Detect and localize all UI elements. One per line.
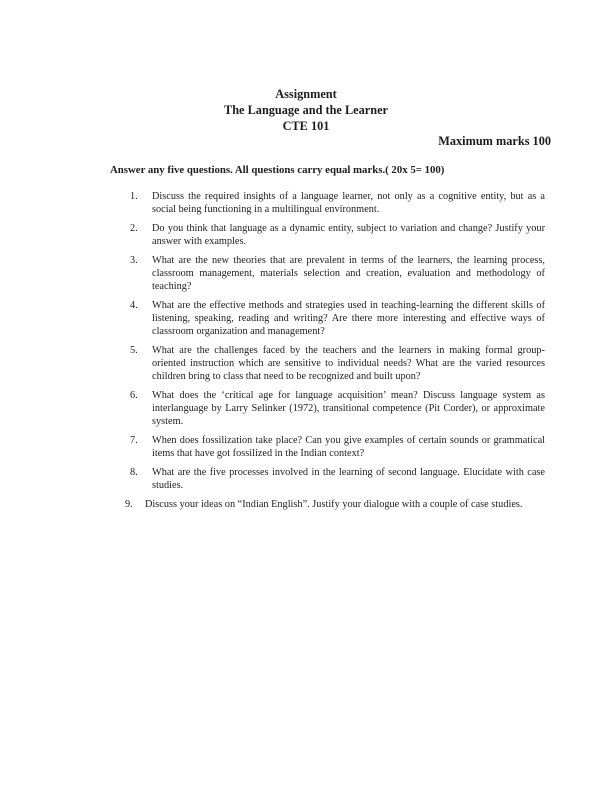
question-text: Discuss your ideas on “Indian English”. Justify your dialogue with a couple of case studies.: [145, 499, 523, 510]
question-number: 4.: [130, 300, 138, 311]
question-number: 6.: [130, 390, 138, 401]
question-text: When does fossilization take place? Can you give examples of certain sounds or grammatical items that have got fossilized in the Indian context?: [152, 435, 545, 459]
question-item: [130, 299, 545, 338]
question-item: [130, 434, 545, 460]
question-number: 9.: [125, 499, 133, 510]
question-text: Discuss the required insights of a language learner, not only as a cognitive entity, but as a social being functioning in a multilingual environment.: [152, 191, 545, 215]
question-number: 3.: [130, 255, 138, 266]
question-text: What are the five processes involved in the learning of second language. Elucidate with case studies.: [152, 467, 545, 491]
question-number: 5.: [130, 345, 138, 356]
question-item: [130, 344, 545, 383]
question-text: What are the effective methods and strategies used in teaching-learning the different skills of listening, speaking, reading and writing? Are there more interesting and effective ways of classroom organization and management?: [152, 300, 545, 337]
question-text: What are the new theories that are prevalent in terms of the learners, the learning process, classroom management, materials selection and creation, evaluation and methodology of teaching?: [152, 255, 545, 292]
question-item: [130, 254, 545, 293]
question-item: [130, 222, 545, 248]
assignment-title: Assignment: [275, 87, 337, 101]
exam-instruction: Answer any five questions. All questions carry equal marks.( 20x 5= 100): [110, 164, 445, 176]
max-marks-label: Maximum marks 100: [438, 134, 551, 148]
question-text: What are the challenges faced by the teachers and the learners in making formal group-oriented instruction which are sensitive to individual needs? What are the varied resources children bring to class that need to be recognized and built upon?: [152, 345, 545, 382]
question-item: [130, 466, 545, 492]
question-item: [130, 190, 545, 216]
question-item: [130, 389, 545, 428]
question-text: What does the ‘critical age for language acquisition’ mean? Discuss language system as interlanguage by Larry Selinker (1972), transitional competence (Pit Corder), or approximate system.: [152, 390, 545, 427]
questions-list: [125, 190, 545, 517]
question-number: 7.: [130, 435, 138, 446]
question-text: Do you think that language as a dynamic entity, subject to variation and change? Justify your answer with examples.: [152, 223, 545, 247]
question-number: 1.: [130, 191, 138, 202]
course-code: CTE 101: [282, 119, 330, 133]
question-number: 8.: [130, 467, 138, 478]
course-title: The Language and the Learner: [224, 103, 388, 117]
document-header: [0, 86, 612, 134]
question-item: [125, 498, 545, 511]
question-number: 2.: [130, 223, 138, 234]
